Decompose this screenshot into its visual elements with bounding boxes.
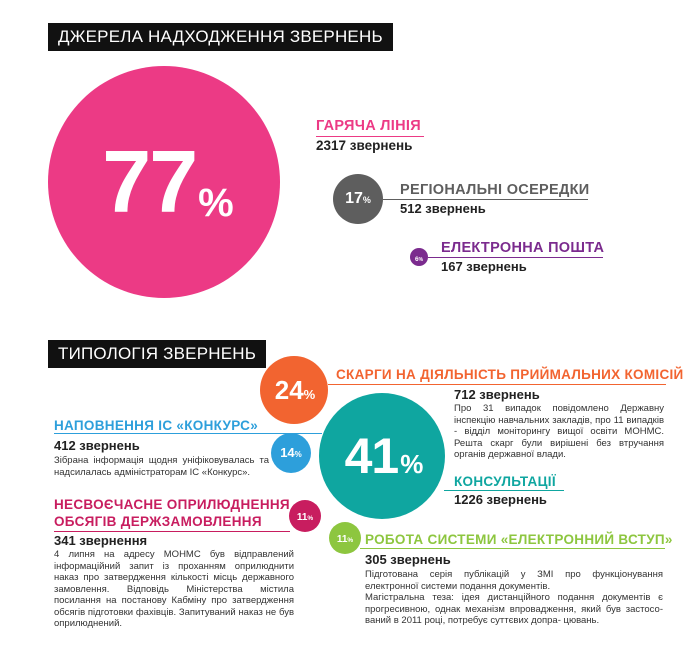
bubble-e-entry	[329, 522, 361, 554]
complaints-desc: Про 31 випадок повідомлено Державну інспекцію навчальних закладів, про 11 випадків - відділ моніторингу вищої освіти МОНМС. Решта скарг були вирішені без втручання органів державної влади.	[454, 403, 664, 460]
bubble-hotline	[48, 66, 280, 298]
konkurs-count: 412 звернень	[54, 438, 140, 453]
bubble-state-order-value: 11	[296, 512, 308, 523]
bubble-consultations-sign: %	[400, 449, 424, 479]
hotline-rule	[316, 136, 424, 137]
bubble-hotline-value: 77	[102, 132, 197, 231]
state-order-desc: 4 липня на адресу МОНМС був відправлений інформаційний запит із проханням оприлюднити наказ про затвердження кількості місць державного замовлення. Відповідь Міністерства містила посилання на постанову Кабміну про затвердження обсягів підготовки фахівців. Запитуваний наказ не був оприлюднений.	[54, 549, 294, 629]
regional-title: РЕГІОНАЛЬНІ ОСЕРЕДКИ	[400, 182, 590, 198]
complaints-title: СКАРГИ НА ДІЯЛЬНІСТЬ ПРИЙМАЛЬНИХ КОМІСІЙ	[336, 367, 684, 382]
regional-rule	[383, 199, 588, 200]
consultations-rule	[444, 490, 564, 491]
e-entry-desc-p2: Магістральна теза: ідея дистанційного подання документів є прогресивною, однак механізм впровадження, який був застосо- ваний в 2011 році, потребує суттєвих допра- цювань.	[365, 592, 663, 626]
bubble-email-sign: %	[418, 257, 424, 263]
e-entry-count: 305 звернень	[365, 552, 451, 567]
bubble-hotline-sign: %	[198, 181, 234, 225]
konkurs-desc: Зібрана інформація щодня уніфіковувалась та надсилалась адміністраторам ІС «Конкурс».	[54, 455, 269, 478]
email-rule	[428, 257, 603, 258]
bubble-konkurs-value: 14	[280, 445, 295, 460]
sources-header: ДЖЕРЕЛА НАДХОДЖЕННЯ ЗВЕРНЕНЬ	[48, 23, 393, 51]
bubble-konkurs	[271, 433, 311, 473]
bubble-complaints	[260, 356, 328, 424]
konkurs-title: НАПОВНЕННЯ ІС «КОНКУРС»	[54, 418, 259, 433]
email-count: 167 звернень	[441, 259, 527, 274]
e-entry-rule	[360, 548, 665, 549]
e-entry-title: РОБОТА СИСТЕМИ «ЕЛЕКТРОННИЙ ВСТУП»	[365, 532, 673, 547]
bubble-consultations-value: 41	[344, 428, 399, 484]
bubble-consultations	[319, 393, 445, 519]
bubble-complaints-value: 24	[274, 374, 304, 405]
consultations-count: 1226 звернень	[454, 492, 547, 507]
state-order-title-line2: ОБСЯГІВ ДЕРЖЗАМОВЛЕННЯ	[54, 514, 262, 529]
bubble-konkurs-sign: %	[294, 450, 302, 459]
consultations-title: КОНСУЛЬТАЦІЇ	[454, 474, 556, 489]
bubble-regional-value: 17	[345, 190, 363, 207]
state-order-title	[54, 496, 290, 530]
bubble-regional	[333, 174, 383, 224]
bubble-e-entry-value: 11	[336, 534, 348, 545]
email-title: ЕЛЕКТРОННА ПОШТА	[441, 240, 605, 256]
bubble-email-value: 6	[414, 256, 419, 263]
hotline-title: ГАРЯЧА ЛІНІЯ	[316, 118, 421, 134]
bubble-state-order-sign: %	[307, 515, 314, 522]
e-entry-desc	[365, 569, 663, 627]
regional-count: 512 звернень	[400, 201, 486, 216]
konkurs-rule	[54, 433, 322, 434]
state-order-title-line1: НЕСВОЄЧАСНЕ ОПРИЛЮДНЕННЯ	[54, 497, 290, 512]
hotline-count: 2317 звернень	[316, 138, 413, 153]
bubble-complaints-sign: %	[303, 386, 316, 402]
bubble-state-order	[289, 500, 321, 532]
bubble-regional-sign: %	[362, 195, 371, 205]
state-order-count: 341 звернення	[54, 533, 148, 548]
typology-header: ТИПОЛОГІЯ ЗВЕРНЕНЬ	[48, 340, 266, 368]
complaints-rule	[328, 384, 666, 385]
complaints-count: 712 звернень	[454, 387, 540, 402]
e-entry-desc-p1: Підготована серія публікацій у ЗМІ про функціонування електронної системи подання документів.	[365, 569, 663, 592]
bubble-email	[410, 248, 428, 266]
bubble-e-entry-sign: %	[347, 537, 354, 544]
state-order-rule	[54, 531, 290, 532]
